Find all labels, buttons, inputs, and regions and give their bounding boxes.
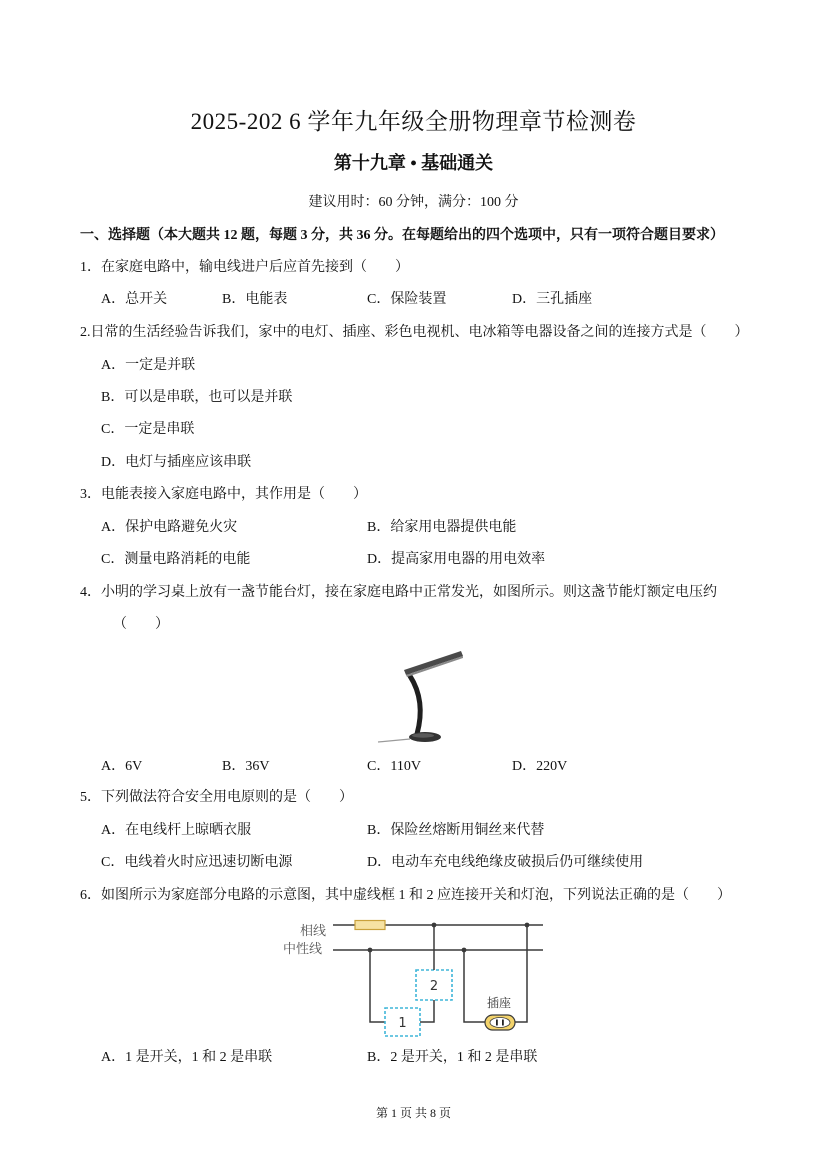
question-4-answer-bracket: （ ）	[113, 617, 169, 632]
box-1-label: 1	[398, 1016, 407, 1031]
option-b: B．电能表	[222, 292, 288, 307]
option-b: B．可以是串联，也可以是并联	[101, 390, 293, 405]
option-a: A．保护电路避免火灾	[101, 520, 238, 535]
lamp-head	[404, 651, 463, 675]
desk-lamp-figure	[370, 645, 470, 750]
option-b: B．保险丝熔断用铜丝来代替	[367, 823, 545, 838]
question-4-options	[0, 757, 827, 777]
option-a: A．一定是并联	[101, 358, 196, 373]
socket-slot-left	[496, 1020, 498, 1026]
lamp-cord	[378, 739, 410, 742]
question-3-options-row-2	[0, 550, 827, 570]
socket-slot-right	[502, 1020, 504, 1026]
junction-dot	[525, 923, 530, 928]
time-score-info: 建议用时：60 分钟，满分：100 分	[308, 195, 519, 210]
question-5-options-row-1	[0, 821, 827, 841]
question-1-stem: 1．在家庭电路中，输电线进户后应首先接到（ ）	[80, 260, 409, 275]
lamp-base-highlight	[412, 733, 434, 737]
question-3-stem: 3．电能表接入家庭电路中，其作用是（ ）	[80, 487, 367, 502]
socket-branch-live-side	[515, 925, 527, 1022]
question-6-stem: 6．如图所示为家庭部分电路的示意图，其中虚线框 1 和 2 应连接开关和灯泡，下列说法正确的是（ ）	[80, 888, 731, 903]
household-circuit-diagram	[270, 910, 560, 1045]
question-5-options-row-2	[0, 853, 827, 873]
box-2-label: 2	[429, 979, 439, 994]
option-d: D．三孔插座	[512, 292, 593, 307]
lamp-arm	[410, 676, 420, 734]
page-number-footer: 第 1 页 共 8 页	[375, 1106, 451, 1120]
lamp-branch-middle	[420, 1000, 434, 1022]
option-d: D．220V	[512, 759, 568, 774]
option-b: B．2 是开关，1 和 2 是串联	[367, 1050, 538, 1065]
option-b: B．给家用电器提供电能	[367, 520, 517, 535]
question-4-stem: 4．小明的学习桌上放有一盏节能台灯，接在家庭电路中正常发光，如图所示。则这盏节能灯额定电压约	[80, 585, 717, 600]
section-heading: 一、选择题（本大题共 12 题，每题 3 分，共 36 分。在每题给出的四个选项中，只有一项符合题目要求）	[80, 228, 724, 243]
lamp-branch-neutral-side	[370, 950, 385, 1022]
chapter-subtitle: 第十九章 • 基础通关	[333, 153, 494, 173]
option-c: C．测量电路消耗的电能	[101, 552, 251, 567]
junction-dot	[432, 923, 437, 928]
question-3-options-row-1	[0, 518, 827, 538]
junction-dot	[368, 948, 373, 953]
socket-label: 插座	[486, 996, 512, 1010]
option-a: A．总开关	[101, 292, 168, 307]
socket-face	[490, 1018, 510, 1028]
option-c: C．保险装置	[367, 292, 447, 307]
exam-title: 2025-202 6 学年九年级全册物理章节检测卷	[190, 109, 637, 134]
question-1-options	[0, 290, 827, 310]
option-b: B．36V	[222, 759, 270, 774]
option-c: C．110V	[367, 759, 421, 774]
junction-dot	[462, 948, 467, 953]
question-2-stem: 2.日常的生活经验告诉我们，家中的电灯、插座、彩色电视机、电冰箱等电器设备之间的连接方式是（ ）	[80, 325, 749, 340]
option-d: D．电灯与插座应该串联	[101, 455, 252, 470]
socket-branch-neutral-side	[464, 950, 485, 1022]
option-d: D．提高家用电器的用电效率	[367, 552, 546, 567]
neutral-wire-label: 中性线	[283, 942, 323, 957]
option-a: A．在电线杆上晾晒衣服	[101, 823, 252, 838]
question-5-stem: 5．下列做法符合安全用电原则的是（ ）	[80, 790, 353, 805]
question-6-options	[0, 1048, 827, 1068]
option-a: A．1 是开关，1 和 2 是串联	[101, 1050, 273, 1065]
fuse	[355, 921, 385, 930]
option-c: C．电线着火时应迅速切断电源	[101, 855, 293, 870]
option-d: D．电动车充电线绝缘皮破损后仍可继续使用	[367, 855, 644, 870]
option-a: A．6V	[101, 759, 143, 774]
live-wire-label: 相线	[300, 924, 327, 939]
option-c: C．一定是串联	[101, 422, 195, 437]
